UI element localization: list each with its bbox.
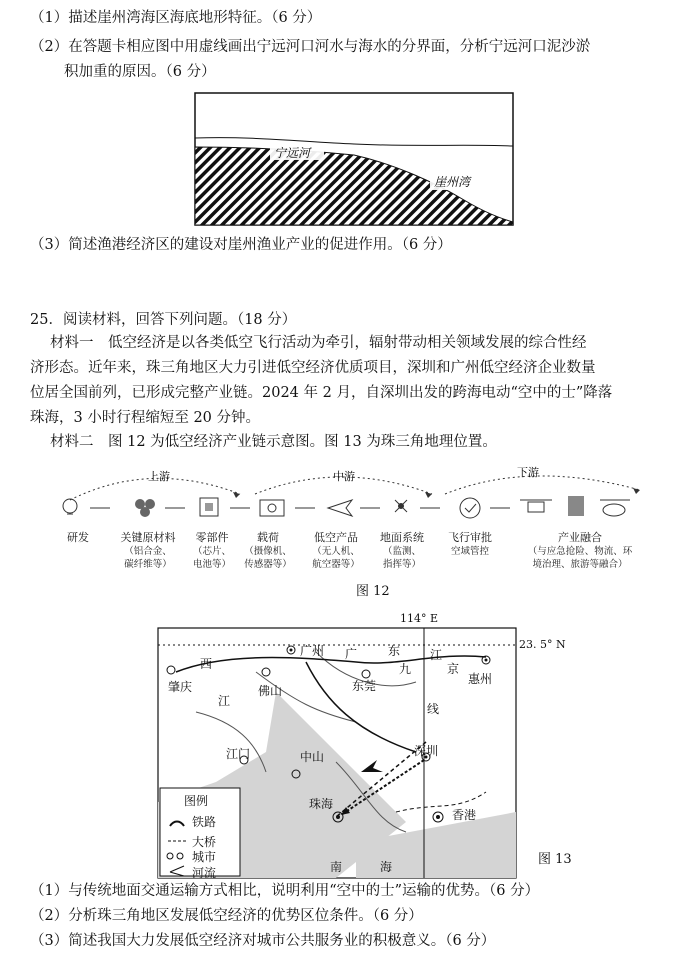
legend-rail: 铁路 — [192, 815, 217, 829]
q24-sub2-line1: （2）在答题卡相应图中用虚线画出宁远河口河水与海水的分界面，分析宁远河口泥沙淤 — [30, 39, 591, 55]
chain-item-rnd: 研发 — [67, 531, 89, 544]
place-shenzhen: 深圳 — [414, 744, 439, 758]
label-yazhou-bay: 崖州湾 — [434, 175, 471, 189]
satellite-icon — [395, 500, 407, 512]
legend-bridge: 大桥 — [192, 835, 217, 849]
place-foshan: 佛山 — [258, 684, 283, 698]
place-guangzhou: 广州 — [300, 644, 325, 658]
chain-item-parts-sub: （芯片、 电池等） — [192, 546, 231, 570]
map-char-hai: 海 — [380, 860, 393, 874]
chain-item-fusion-sub: （与应急抢险、物流、环 境治理、旅游等融合） — [527, 546, 633, 570]
legend-title: 图例 — [184, 794, 209, 808]
camera-icon — [260, 500, 284, 516]
chain-upstream-label: 上游 — [148, 470, 170, 483]
map-latitude-label: 23. 5° N — [519, 638, 566, 651]
chip-icon — [200, 498, 218, 516]
check-icon — [460, 498, 480, 518]
q25-material1-line4: 珠海，3 小时行程缩短至 20 分钟。 — [30, 410, 261, 426]
helicopter-icon — [600, 500, 630, 516]
map-char-dong: 东 — [388, 644, 401, 658]
figure12-caption: 图 12 — [356, 584, 390, 599]
q25-sub3: （3）简述我国大力发展低空经济对城市公共服务业的积极意义。（6 分） — [30, 933, 496, 949]
map-char-xi: 西 — [200, 657, 213, 671]
q25-material1-line2: 济形态。近年来，珠三角地区大力引进低空经济优质项目，深圳和广州低空经济企业数量 — [30, 360, 596, 376]
chain-item-approval-sub: 空域管控 — [450, 546, 489, 557]
chain-item-ground-sub: （监测、 指挥等） — [382, 546, 421, 570]
chain-item-ground: 地面系统 — [380, 531, 424, 544]
place-dongguan: 东莞 — [352, 679, 377, 693]
estuary-figure — [194, 92, 514, 226]
building-icon — [568, 496, 584, 516]
materials-icon — [135, 499, 155, 517]
chain-item-materials-sub: （铝合金、 碳纤维等） — [124, 546, 172, 570]
place-huizhou: 惠州 — [468, 672, 493, 686]
map-char-jiang: 江 — [218, 694, 231, 708]
q24-sub3: （3）简述渔港经济区的建设对崖州渔业产业的促进作用。（6 分） — [30, 237, 452, 253]
label-ningyuan-river: 宁远河 — [274, 146, 311, 160]
map-char-jiang2: 江 — [430, 648, 443, 662]
drone-icon — [520, 500, 552, 512]
place-hongkong: 香港 — [452, 808, 477, 822]
q25-sub2: （2）分析珠三角地区发展低空经济的优势区位条件。（6 分） — [30, 908, 423, 924]
map-char-xian: 线 — [427, 702, 440, 716]
chain-item-products-sub: （无人机、 航空器等） — [312, 546, 360, 570]
chain-item-fusion: 产业融合 — [558, 531, 602, 544]
place-zhongshan: 中山 — [300, 750, 325, 764]
place-zhaoqing: 肇庆 — [168, 680, 193, 694]
q25-material1-line3: 位居全国前列，已形成完整产业链。2024 年 2 月，自深圳出发的跨海电动“空中的士”降落 — [30, 385, 613, 401]
chain-item-payload-sub: （摄像机、 传感器等） — [244, 546, 292, 570]
place-jiangmen: 江门 — [226, 747, 251, 761]
q25-sub1: （1）与传统地面交通运输方式相比，说明利用“空中的士”运输的优势。（6 分） — [30, 883, 540, 899]
place-zhuhai: 珠海 — [309, 797, 334, 811]
chain-item-payload: 载荷 — [257, 531, 279, 544]
chain-item-approval: 飞行审批 — [448, 531, 492, 544]
chain-item-parts: 零部件 — [195, 531, 229, 544]
q24-sub2-line2: 积加重的原因。（6 分） — [64, 64, 216, 80]
q25-material2: 材料二 图 12 为低空经济产业链示意图。图 13 为珠三角地理位置。 — [50, 434, 497, 450]
map-char-nan: 南 — [330, 860, 343, 874]
map-char-guang: 广 — [345, 647, 358, 661]
map-char-jing: 京 — [447, 662, 460, 676]
pearl-river-delta-map — [156, 612, 576, 882]
figure13-caption: 图 13 — [538, 852, 572, 867]
map-char-jiu: 九 — [399, 662, 412, 676]
q25-title: 25．阅读材料，回答下列问题。（18 分） — [30, 312, 297, 328]
chain-item-materials: 关键原材料 — [120, 531, 176, 544]
chain-item-products: 低空产品 — [314, 531, 358, 544]
q25-material1-line1: 材料一 低空经济是以各类低空飞行活动为牵引，辐射带动相关领域发展的综合性经 — [50, 335, 587, 351]
bulb-icon — [63, 499, 77, 514]
legend-city: 城市 — [192, 850, 217, 864]
chain-midstream-label: 中游 — [333, 470, 355, 483]
map-longitude-label: 114° E — [400, 612, 439, 625]
chain-downstream-label: 下游 — [517, 466, 539, 479]
legend-river: 河流 — [192, 866, 217, 880]
industry-chain-icons — [40, 460, 660, 520]
plane-icon — [328, 500, 352, 516]
q24-sub1: （1）描述崖州湾海区海底地形特征。（6 分） — [30, 10, 322, 26]
